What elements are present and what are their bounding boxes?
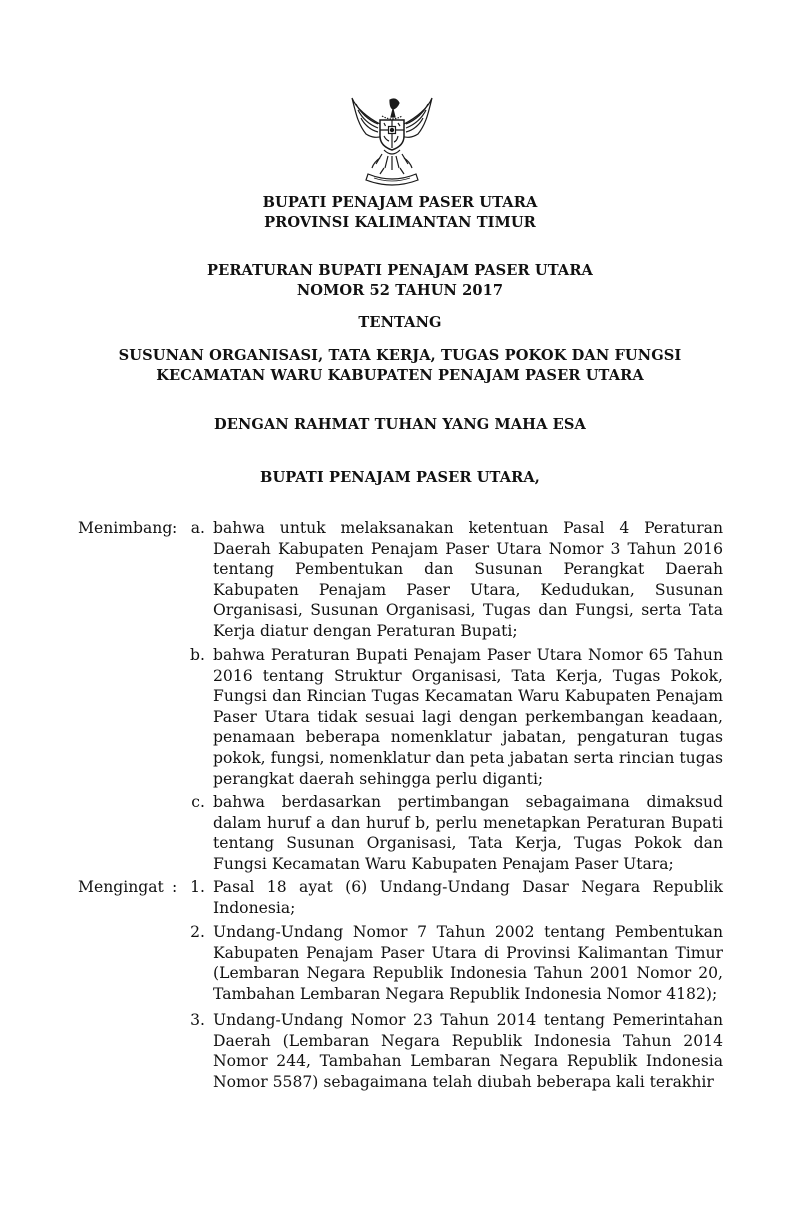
garuda-emblem-icon xyxy=(344,94,440,190)
invocation-text: DENGAN RAHMAT TUHAN YANG MAHA ESA xyxy=(214,416,586,433)
menimbang-marker-b: b. xyxy=(190,646,205,664)
issuer-block xyxy=(0,193,800,233)
mengingat-marker-2: 2. xyxy=(190,923,205,941)
mengingat-marker-1: 1. xyxy=(190,878,205,896)
subject-line-2: KECAMATAN WARU KABUPATEN PENAJAM PASER UTARA xyxy=(156,367,644,384)
menimbang-item-b: bahwa Peraturan Bupati Penajam Paser Utara Nomor 65 Tahun 2016 tentang Struktur Organisasi, Tata Kerja, Tugas Pokok, Fungsi dan Rincian Tugas Kecamatan Waru Kabupaten Penajam Paser Utara tidak sesuai lagi dengan perkembangan keadaan, penamaan beberapa nomenklatur jabatan, pengaturan tugas pokok, fungsi, nomenklatur dan peta jabatan serta rincian tugas perangkat daerah sehingga perlu diganti; xyxy=(213,646,723,788)
mengingat-item-3: Undang-Undang Nomor 23 Tahun 2014 tentang Pemerintahan Daerah (Lembaran Negara Republik Indonesia Tahun 2014 Nomor 244, Tambahan Lembaran Negara Republik Indonesia Nomor 5587) sebagaimana telah diubah beberapa kali terakhir xyxy=(213,1011,723,1091)
mengingat-item-2: Undang-Undang Nomor 7 Tahun 2002 tentang Pembentukan Kabupaten Penajam Paser Utara di Provinsi Kalimantan Timur (Lembaran Negara Republik Indonesia Tahun 2001 Nomor 20, Tambahan Lembaran Negara Republik Indonesia Nomor 4182); xyxy=(213,923,723,1003)
mengingat-label: Mengingat xyxy=(78,878,164,896)
authority-block xyxy=(0,468,800,488)
mengingat-marker-3: 3. xyxy=(190,1011,205,1029)
about-label: TENTANG xyxy=(358,314,442,331)
menimbang-marker-c: c. xyxy=(191,793,205,811)
menimbang-item-a: bahwa untuk melaksanakan ketentuan Pasal 4 Peraturan Daerah Kabupaten Penajam Paser Utara Nomor 3 Tahun 2016 tentang Pembentukan dan Susunan Perangkat Daerah Kabupaten Penajam Paser Utara, Kedudukan, Susunan Organisasi, Susunan Organisasi, Tugas dan Fungsi, serta Tata Kerja diatur dengan Peraturan Bupati; xyxy=(213,519,723,640)
menimbang-colon: : xyxy=(172,519,178,537)
menimbang-item-c: bahwa berdasarkan pertimbangan sebagaimana dimaksud dalam huruf a dan huruf b, perlu menetapkan Peraturan Bupati tentang Susunan Organisasi, Tata Kerja, Tugas Pokok dan Fungsi Kecamatan Waru Kabupaten Penajam Paser Utara; xyxy=(213,793,723,873)
issuer-name: BUPATI PENAJAM PASER UTARA xyxy=(262,194,538,211)
about-block xyxy=(0,313,800,333)
regulation-title: PERATURAN BUPATI PENAJAM PASER UTARA xyxy=(207,262,593,279)
province-name: PROVINSI KALIMANTAN TIMUR xyxy=(264,214,536,231)
mengingat-colon: : xyxy=(172,878,178,896)
menimbang-marker-a: a. xyxy=(190,519,205,537)
regulation-title-block xyxy=(0,261,800,301)
subject-block xyxy=(0,346,800,386)
regulation-number: NOMOR 52 TAHUN 2017 xyxy=(296,282,504,299)
menimbang-label: Menimbang xyxy=(78,519,173,537)
mengingat-item-1: Pasal 18 ayat (6) Undang-Undang Dasar Negara Republik Indonesia; xyxy=(213,878,723,917)
invocation-block xyxy=(0,415,800,435)
authority-text: BUPATI PENAJAM PASER UTARA, xyxy=(260,469,540,486)
subject-line-1: SUSUNAN ORGANISASI, TATA KERJA, TUGAS POKOK DAN FUNGSI xyxy=(118,347,682,364)
